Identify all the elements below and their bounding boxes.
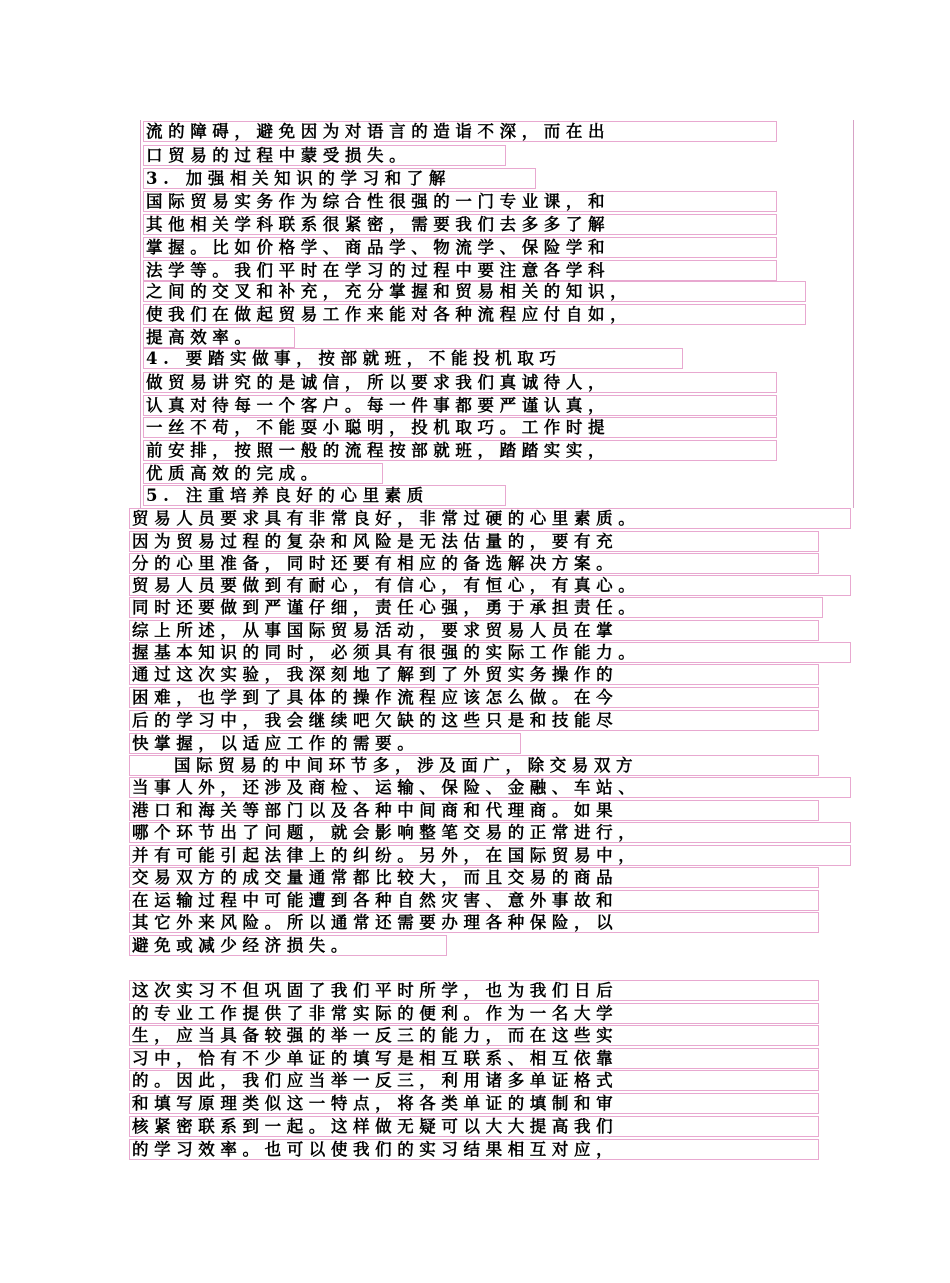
text-line: 其它外来风险。所以通常还需要办理各种保险，以 (129, 912, 819, 933)
text-line: 的学习效率。也可以使我们的实习结果相互对应， (129, 1139, 819, 1160)
text-line: 因为贸易过程的复杂和风险是无法估量的，要有充 (129, 531, 819, 552)
text-line: 避免或减少经济损失。 (129, 935, 447, 956)
text-line: 认真对待每一个客户。每一件事都要严谨认真， (143, 395, 777, 416)
text-line: 分的心里准备，同时还要有相应的备选解决方案。 (129, 553, 819, 574)
text-line: 一丝不苟，不能耍小聪明，投机取巧。工作时提 (143, 417, 777, 438)
text-line: 贸易人员要做到有耐心，有信心，有恒心，有真心。 (129, 575, 851, 596)
text-line: 使我们在做起贸易工作来能对各种流程应付自如， (143, 304, 806, 325)
text-line: 当事人外，还涉及商检、运输、保险、金融、车站、 (129, 777, 851, 798)
text-line: 提高效率。 (143, 327, 295, 348)
heading-line: 3. 加强相关知识的学习和了解 (143, 168, 536, 189)
heading-line: 4. 要踏实做事，按部就班，不能投机取巧 (143, 348, 683, 369)
text-line: 优质高效的完成。 (143, 463, 383, 484)
heading-line: 5. 注重培养良好的心里素质 (143, 485, 506, 506)
text-line: 生，应当具备较强的举一反三的能力，而在这些实 (129, 1025, 819, 1046)
text-line: 国际贸易的中间环节多，涉及面广，除交易双方 (129, 755, 819, 776)
text-line: 习中，恰有不少单证的填写是相互联系、相互依靠 (129, 1048, 819, 1069)
text-line: 流的障碍，避免因为对语言的造诣不深，而在出 (143, 121, 777, 142)
text-line: 快掌握，以适应工作的需要。 (129, 733, 521, 754)
text-line: 核紧密联系到一起。这样做无疑可以大大提高我们 (129, 1116, 819, 1137)
text-line: 口贸易的过程中蒙受损失。 (143, 145, 506, 166)
text-line: 同时还要做到严谨仔细，责任心强，勇于承担责任。 (129, 597, 823, 618)
text-line: 港口和海关等部门以及各种中间商和代理商。如果 (129, 800, 819, 821)
text-line: 前安排，按照一般的流程按部就班，踏踏实实， (143, 440, 777, 461)
text-line: 握基本知识的同时，必须具有很强的实际工作能力。 (129, 642, 851, 663)
text-line: 交易双方的成交量通常都比较大，而且交易的商品 (129, 867, 819, 888)
text-line: 后的学习中，我会继续吧欠缺的这些只是和技能尽 (129, 710, 819, 731)
right-margin-line (853, 120, 854, 508)
text-line: 之间的交叉和补充，充分掌握和贸易相关的知识， (143, 281, 806, 302)
text-line: 哪个环节出了问题，就会影响整笔交易的正常进行， (129, 822, 851, 843)
text-line: 其他相关学科联系很紧密，需要我们去多多了解 (143, 214, 777, 235)
text-line: 和填写原理类似这一特点，将各类单证的填制和审 (129, 1093, 819, 1114)
left-margin-line (140, 120, 141, 508)
text-line: 法学等。我们平时在学习的过程中要注意各学科 (143, 260, 777, 281)
text-line: 的专业工作提供了非常实际的便利。作为一名大学 (129, 1003, 819, 1024)
text-line: 通过这次实验，我深刻地了解到了外贸实务操作的 (129, 664, 819, 685)
text-line: 困难，也学到了具体的操作流程应该怎么做。在今 (129, 687, 819, 708)
text-line: 的。因此，我们应当举一反三，利用诸多单证格式 (129, 1070, 819, 1091)
text-line: 掌握。比如价格学、商品学、物流学、保险学和 (143, 237, 777, 258)
text-line: 综上所述，从事国际贸易活动，要求贸易人员在掌 (129, 620, 819, 641)
text-line: 在运输过程中可能遭到各种自然灾害、意外事故和 (129, 890, 819, 911)
text-line: 做贸易讲究的是诚信，所以要求我们真诚待人， (143, 372, 777, 393)
text-line: 并有可能引起法律上的纠纷。另外，在国际贸易中， (129, 845, 851, 866)
text-line: 这次实习不但巩固了我们平时所学，也为我们日后 (129, 980, 819, 1001)
text-line: 贸易人员要求具有非常良好，非常过硬的心里素质。 (129, 508, 851, 529)
text-line: 国际贸易实务作为综合性很强的一门专业课，和 (143, 191, 777, 212)
